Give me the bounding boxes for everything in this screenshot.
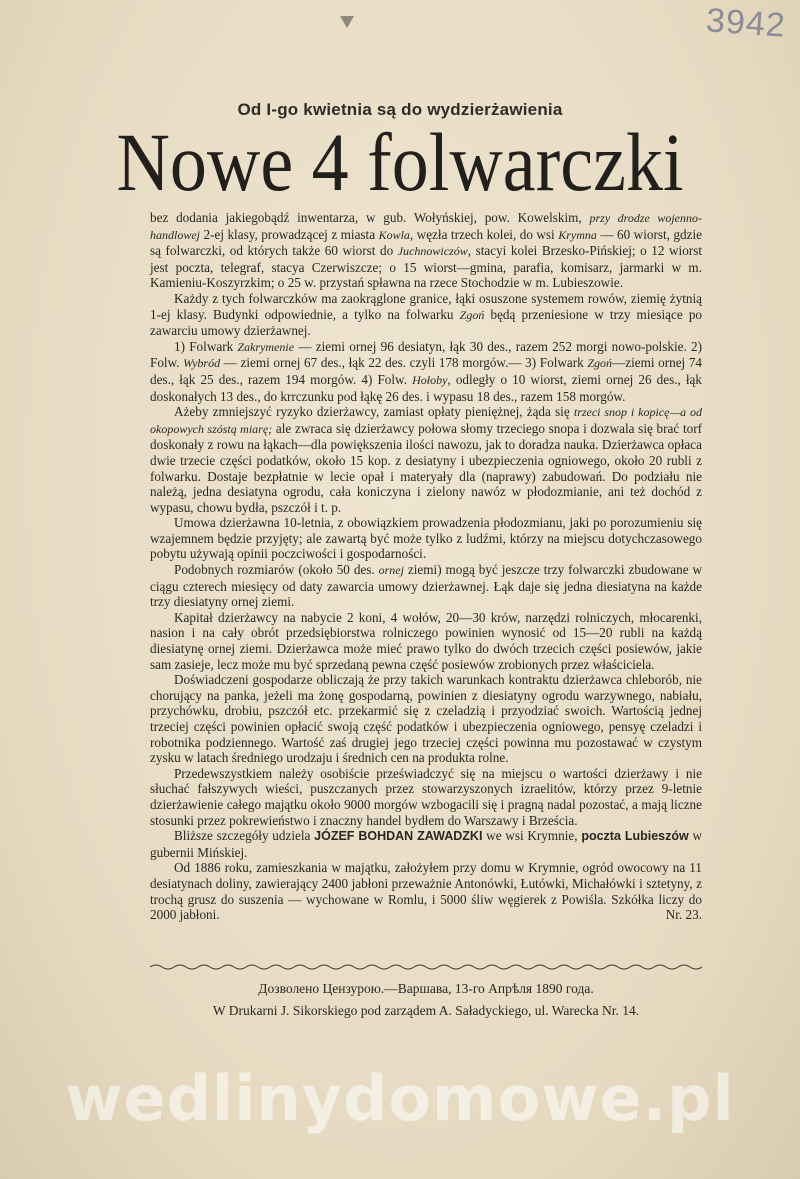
censorship-note: Дозволено Цензурою.—Варшава, 13-го Апрѣля 1890 года. (258, 981, 594, 996)
paragraph-risk: Ażeby zmniejszyć ryzyko dzierżawcy, zamiast opłaty pieniężnej, żąda się trzeci snop i kopicę—a od okopowych szóstą miarę; ale zwraca się dzierżawcy połowa słomy trzeciego snopa i dozwala się brać torf doskonały z rowu na łąkach—dla powiększenia ilości nawozu, jak to doradza nauka. Dzierżawca opłaca dwie trzecie części podatków, około 15 kop. z desiatyny i ubezpieczenia ogniowego, około 20 rubli z folwarku. Dostaje bezpłatnie w lecie opał i materyały dla (naprawy) zabudowań. Do podziału nie należą, jedna desiatyna ogrodu, cała koniczyna i zielony nawóz w płodozmianie, ani też dochód z wypasu, chowu bydła, pszczół i t. p. (150, 404, 702, 515)
page-title: Nowe 4 folwarczki (116, 117, 684, 209)
paragraph-contract: Umowa dzierżawna 10-letnia, z obowiązkiem prowadzenia płodozmianu, jaki po porozumieniu się wzajemnem będzie przyjęty; ale zawartą być może tylko z ludźmi, którzy na miejscu dotychczasowego pobytu używają opinii poczciwości i gospodarności. (150, 515, 702, 562)
paragraph-similar-farms: Podobnych rozmiarów (około 50 des. ornej ziemi) mogą być jeszcze trzy folwarczki zbudowane w ciągu czterech miesięcy od daty zawarcia umowy dzierżawnej. Łąk daje się jedna diesiatyna na każde trzy diesiatyny ornej ziemi. (150, 562, 703, 610)
advertisement-body (150, 210, 702, 923)
archive-number: 3942 (705, 1, 788, 45)
paragraph-location: bez dodania jakiegobądź inwentarza, w gub. Wołyńskiej, pow. Kowelskim, przy drodze wojenno-handlowej 2-ej klasy, prowadzącej z miasta Kowla, węzła trzech kolei, do wsi Krymna — 60 wiorst, gdzie są folwarczki, od których także 60 wiorst do Juchnowiczów, stacyi kolei Brzesko-Pińskiej; o 12 wiorst jest poczta, telegraf, stacya Czerwiszcze; o 15 wiorst—gmina, parafia, komisarz, jarmarki w m. Kamieniu-Koszyrzkim; o 25 w. przystań spławna na rzece Stochodzie w m. Lubieszowie. (150, 210, 702, 291)
paragraph-experience: Doświadczeni gospodarze obliczają że przy takich warunkach kontraktu dzierżawca chleborób, nie chorujący na panka, jeżeli ma żonę gospodarną, powinien z diesiatyny ogrodu warzywnego, nabiału, przychówku, drobiu, pszczół etc. przekarmić się z czeladzią i przyodziać swoich. Wartością jednej trzeciej części powinien opłacić swoją część podatków i ubezpieczenia ogniowego, pensyę czeladzi i robotnika podziennego. Wartość zaś drugiej jego trzeciej części powinna mu pozostawać w czystym zysku w latach średniego urodzaju i średnich cen na produkta rolne. (150, 672, 702, 766)
wavy-divider (150, 963, 702, 971)
paragraph-orchard: Od 1886 roku, zamieszkania w majątku, założyłem przy domu w Krymnie, ogród owocowy na 11 desiatynach doliny, zawierający 2400 jabłoni przeważnie Antonówki, Łutówki, Michałówki i sztetyny, z trochą grusz do suszenia — wychowane w Romlu, i 5000 śliw węgierek z Powiśla. Szkółka liczy do 2000 jabłoni. Nr. 23. (150, 860, 702, 923)
contact-name: JÓZEF BOHDAN ZAWADZKI (314, 829, 483, 844)
printer-note: W Drukarni J. Sikorskiego pod zarządem A. Saładyckiego, ul. Warecka Nr. 14. (212, 1003, 640, 1018)
paragraph-contact: Bliższe szczegóły udziela JÓZEF BOHDAN ZAWADZKI we wsi Krymnie, poczta Lubieszów w gubernii Mińskiej. (150, 828, 703, 860)
header-topline: Od I-go kwietnia są do wydzierżawienia (237, 100, 563, 119)
contact-post: poczta Lubieszów (581, 829, 689, 844)
issue-number: Nr. 23. (665, 907, 702, 923)
press-mark-icon (340, 16, 354, 28)
site-watermark: wedlinydomowe.pl (65, 1062, 735, 1135)
paragraph-farm-list: 1) Folwark Zakrymenie — ziemi ornej 96 desiatyn, łąk 30 des., razem 252 morgi nowo-polskie. 2) Folw. Wybród — ziemi ornej 67 des., łąk 22 des. czyli 178 morgów.— 3) Folwark Zgoń—ziemi ornej 74 des., łąk 25 des., razem 194 morgów. 4) Folw. Hołoby, odległy o 10 wiorst, ziemi ornej 26 des., łąk doskonałych 13 des., do krrczunku pod łąkę 26 des. i wypasu 18 des., razem 158 morgów. (150, 338, 703, 404)
paragraph-capital: Kapitał dzierżawcy na nabycie 2 koni, 4 wołów, 20—30 krów, narzędzi rolniczych, młocarenki, nasion i na cały obrót przedsiębiorstwa rolniczego powinien wynosić od 15—20 rubli na każdą diesiatynę ornej ziemi. Dzierżawca może mieć prawo tylko do dwóch trzecich części posiewów, jakie sam zasieje, lecz może mu być sprzedaną pewna część posiewów zrobionych przez właściciela. (150, 609, 702, 672)
paragraph-boundaries: Każdy z tych folwarczków ma zaokrąglone granice, łąki osuszone systemem rowów, ziemię żytnią 1-ej klasy. Budynki odpowiednie, a tylko na folwarku Zgoń będą przeniesione w trzy miesiące po zawarciu umowy dzierżawnej. (150, 290, 703, 339)
paragraph-warning: Przedewszystkiem należy osobiście przeświadczyć się na miejscu o wartości dzierżawy i nie słuchać fałszywych wieści, puszczanych przez stowarzyszonych izraelitów, którzy przez 9-letnie dzierżawienie całego majątku około 9000 morgów wzbogacili się i pragną nadal pozostać, a mają liczne stosunki przez pokrewieństwo i znaczny handel bydłem do Warszawy i Brześcia. (150, 765, 702, 828)
